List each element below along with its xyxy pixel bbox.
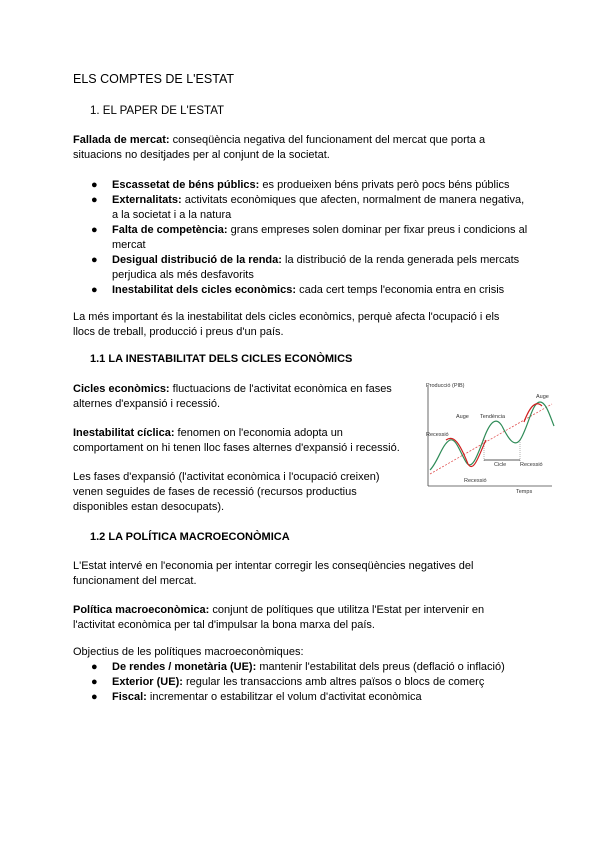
section-heading-1: 1. EL PAPER DE L'ESTAT: [90, 105, 225, 117]
inestabilitat-paragraph: Inestabilitat cíclica: fenomen on l'economia adopta un comportament on hi tenen lloc fases alternes d'expansió i recessió.: [73, 427, 400, 454]
market-failure-list: [91, 178, 551, 298]
section-heading-1-1: 1.1 LA INESTABILITAT DELS CICLES ECONÒMICS: [90, 353, 353, 365]
label-recessio-left: Recessió: [426, 432, 449, 438]
fallada-term: Fallada de mercat:: [73, 134, 170, 146]
list-item: ● De rendes / monetària (UE): mantenir l'estabilitat dels preus (deflació o inflació): [91, 661, 505, 673]
label-cicle: Cicle: [494, 462, 507, 468]
bullet-icon: ●: [91, 691, 98, 703]
politica-paragraph: Política macroeconòmica: conjunt de polítiques que utilitza l'Estat per intervenir en l'activitat econòmica per tal d'impulsar la bona marxa del país.: [73, 604, 485, 631]
cycle-curve-second: [502, 402, 554, 443]
list-item: ● Inestabilitat dels cicles econòmics: cada cert temps l'economia entra en crisis: [91, 284, 505, 296]
bullet-icon: ●: [91, 194, 98, 206]
fallada-line1: conseqüència negativa del funcionament del mercat que porta a: [169, 134, 486, 146]
bullet-icon: ●: [91, 224, 98, 236]
page-title: ELS COMPTES DE L'ESTAT: [73, 72, 234, 86]
label-auge-1: Auge: [456, 414, 469, 420]
cycle-curve-expansion: [430, 421, 502, 470]
policy-list: [91, 660, 551, 705]
label-recessio-mid: Recessió: [520, 462, 543, 468]
label-auge-2: Auge: [536, 394, 549, 400]
y-axis-label: Producció (PIB): [426, 383, 465, 389]
x-axis-label: Temps: [516, 489, 533, 495]
list-item: ● Externalitats: activitats econòmiques que afecten, normalment de manera negativa, a la societat i a la natura: [91, 194, 525, 221]
cicles-paragraph: Cicles econòmics: fluctuacions de l'activitat econòmica en fases alternes d'expansió i recessió.: [73, 383, 392, 410]
objectius-label: Objectius de les polítiques macroeconòmiques:: [73, 646, 304, 658]
section-heading-1-2: 1.2 LA POLÍTICA MACROECONÒMICA: [90, 531, 290, 543]
importance-paragraph: La més important és la inestabilitat dels cicles econòmics, perquè afecta l'ocupació i els llocs de treball, producció i preus d'un país.: [73, 311, 500, 338]
label-tendencia: Tendència: [480, 414, 506, 420]
bullet-icon: ●: [91, 676, 98, 688]
bullet-icon: ●: [91, 254, 98, 266]
list-item: ● Desigual distribució de la renda: la distribució de la renda generada pels mercats perjudica als més desfavorits: [91, 254, 520, 281]
fases-paragraph: Les fases d'expansió (l'activitat econòmica i l'ocupació creixen) venen seguides de fases de recessió (recursos productius disponibles estan desocupats).: [73, 471, 380, 513]
bullet-icon: ●: [91, 179, 98, 191]
fallada-line2: situacions no desitjades per al conjunt de la societat.: [73, 149, 330, 161]
intro-paragraph: L'Estat intervé en l'economia per intentar corregir les conseqüències negatives del funcionament del mercat.: [73, 560, 474, 587]
list-item: ● Falta de competència: grans empreses solen dominar per fixar preus i condicions al mercat: [91, 224, 528, 251]
bullet-icon: ●: [91, 284, 98, 296]
economic-cycle-graph: [424, 382, 556, 496]
list-item: ● Fiscal: incrementar o estabilitzar el volum d'activitat econòmica: [91, 691, 422, 703]
list-item: ● Escassetat de béns públics: es produeixen béns privats però pocs béns públics: [91, 179, 510, 191]
list-item: ● Exterior (UE): regular les transaccions amb altres països o blocs de comerç: [91, 676, 485, 688]
bullet-icon: ●: [91, 661, 98, 673]
label-recessio-low: Recessió: [464, 478, 487, 484]
cycle-curve-peak: [524, 404, 542, 422]
fallada-paragraph: [73, 133, 543, 163]
